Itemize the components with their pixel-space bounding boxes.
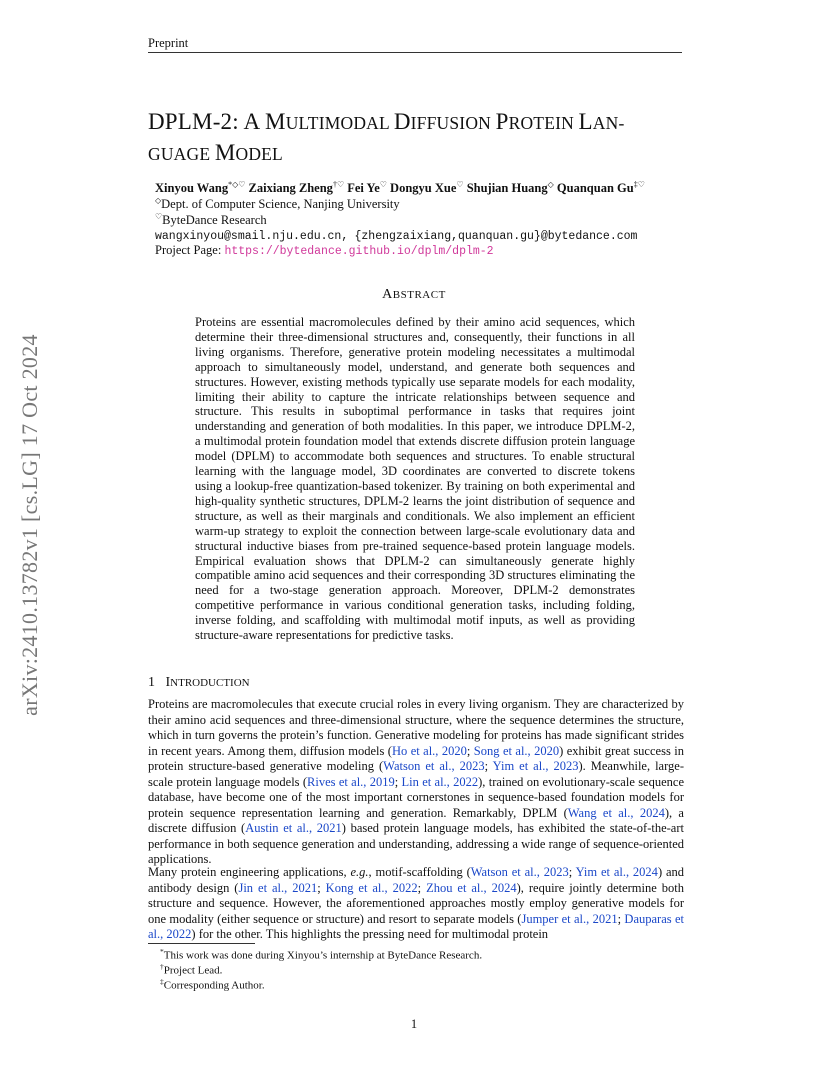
- author-name: Zaixiang Zheng: [248, 181, 333, 196]
- citation-link[interactable]: Watson et al., 2023: [383, 759, 485, 773]
- citation-link[interactable]: Watson et al., 2023: [470, 865, 569, 879]
- abstract-body: Proteins are essential macromolecules defined by their amino acid sequences, which determine their three-dimensional structures and, consequently, their functions in all living organisms. Therefore, generative protein modeling necessitates a multimodal approach to simultaneously model, understand, and generate both sequences and structures. However, existing methods typically use separate models for each modality, limiting their ability to capture the intricate relationships between sequence and structure. This results in suboptimal performance in tasks that requires joint understanding and generation of both modalities. In this paper, we introduce DPLM-2, a multimodal protein foundation model that extends discrete diffusion protein language model (DPLM) to accommodate both sequences and structures. To enable structural learning with the language model, 3D coordinates are converted to discrete tokens using a lookup-free quantization-based tokenizer. By training on both experimental and high-quality synthetic structures, DPLM-2 learns the joint distribution of sequence and structure, as well as their marginals and conditionals. We also implement an efficient warm-up strategy to exploit the connection between large-scale evolutionary data and structural inductive biases from pre-trained sequence-based protein language models. Empirical evaluation shows that DPLM-2 can simultaneously generate highly compatible amino acid sequences and their corresponding 3D structures eliminating the need for a two-stage generation approach. Moreover, DPLM-2 demonstrates competitive performance in various conditional generation tasks, including folding, inverse folding, and scaffolding with multimodal motif inputs, as well as providing structure-aware representations for predictive tasks.: [195, 315, 635, 643]
- affiliation-nju: ◇Dept. of Computer Science, Nanjing University: [155, 196, 400, 212]
- citation-link[interactable]: Yim et al., 2023: [492, 759, 579, 773]
- email-bytedance[interactable]: {zhengzaixiang,quanquan.gu}@bytedance.com: [354, 230, 638, 243]
- citation-link[interactable]: Ho et al., 2020: [391, 743, 467, 758]
- footnote-rule: [148, 943, 255, 944]
- footnote-internship: *This work was done during Xinyou’s internship at ByteDance Research.: [160, 947, 483, 962]
- arxiv-sidebar: [8, 290, 52, 760]
- citation-link[interactable]: Kong et al., 2022: [325, 880, 418, 895]
- project-page: Project Page: https://bytedance.github.io/dplm/dplm-2: [155, 243, 494, 258]
- project-page-link[interactable]: https://bytedance.github.io/dplm/dplm-2: [224, 245, 494, 258]
- citation-link[interactable]: Yim et al., 2024: [575, 865, 658, 879]
- intro-paragraph-2: Many protein engineering applications, e.g., motif-scaffolding (Watson et al., 2023; Yim et al., 2024) and antibody design (Jin et al., 2021; Kong et al., 2022; Zhou et al., 2024), require jointly determine both structure and sequence. However, the aforementioned approaches mostly employ generative models for one modality (either sequence or structure) and resort to separate models (Jumper et al., 2021; Dauparas et al., 2022) for the other. This highlights the pressing need for multimodal protein: [148, 865, 684, 941]
- citation-link[interactable]: Lin et al., 2022: [401, 774, 479, 789]
- author-name: Shujian Huang: [466, 181, 548, 196]
- citation-link[interactable]: Jumper et al., 2021: [521, 911, 618, 926]
- citation-link[interactable]: Rives et al., 2019: [307, 774, 395, 789]
- email-nju[interactable]: wangxinyou@smail.nju.edu.cn,: [155, 230, 349, 243]
- footnote-project-lead: †Project Lead.: [160, 962, 223, 977]
- author-name: Fei Ye: [347, 181, 380, 196]
- citation-link[interactable]: Jin et al., 2021: [238, 880, 318, 895]
- footnote-corresponding-author: ‡Corresponding Author.: [160, 977, 265, 992]
- citation-link[interactable]: Austin et al., 2021: [245, 821, 342, 835]
- author-name: Dongyu Xue: [390, 181, 457, 196]
- citation-link[interactable]: Song et al., 2020: [473, 743, 560, 758]
- abstract-heading: ABSTRACT: [382, 287, 446, 302]
- author-list: Xinyou Wang*◇♡ Zaixiang Zheng†♡ Fei Ye♡ Dongyu Xue♡ Shujian Huang◇ Quanquan Gu‡♡: [155, 180, 645, 196]
- affiliation-bytedance: ♡ByteDance Research: [155, 212, 267, 228]
- citation-link[interactable]: Zhou et al., 2024: [426, 880, 517, 895]
- page-number: 1: [410, 1017, 418, 1031]
- paper-title: DPLM-2: A MULTIMODAL DIFFUSION PROTEIN LAN- GUAGE MODEL: [148, 109, 625, 165]
- citation-link[interactable]: Wang et al., 2024: [567, 805, 665, 820]
- section-heading-introduction: 1 INTRODUCTION: [148, 675, 250, 690]
- author-name: Xinyou Wang: [155, 181, 229, 196]
- intro-paragraph-1: Proteins are macromolecules that execute crucial roles in every living organism. They are characterized by their amino acid sequences and three-dimensional structure, where the sequence determines the structure, which in turn governs the protein’s function. Generative modeling for proteins has made significant strides in recent years. Among them, diffusion models (Ho et al., 2020; Song et al., 2020) exhibit great success in protein structure-based generative modeling (Watson et al., 2023; Yim et al., 2023). Meanwhile, large-scale protein language models (Rives et al., 2019; Lin et al., 2022), trained on evolutionary-scale sequence database, have become one of the most important cornerstones in sequence-based foundation models for protein sequence representation learning and generation. Remarkably, DPLM (Wang et al., 2024), a discrete diffusion (Austin et al., 2021) based protein language models, has exhibited the state-of-the-art performance in both sequence generation and understanding, addressing a wide range of sequence-oriented applications.: [148, 697, 684, 866]
- author-name: Quanquan Gu: [556, 181, 634, 196]
- running-header: Preprint: [148, 36, 189, 50]
- arxiv-id: arXiv:2410.13782v1 [cs.LG] 17 Oct 2024: [17, 334, 42, 716]
- header-rule: [148, 52, 682, 53]
- author-emails: [155, 228, 637, 243]
- citation-link[interactable]: Dauparas et al., 2022: [148, 911, 684, 941]
